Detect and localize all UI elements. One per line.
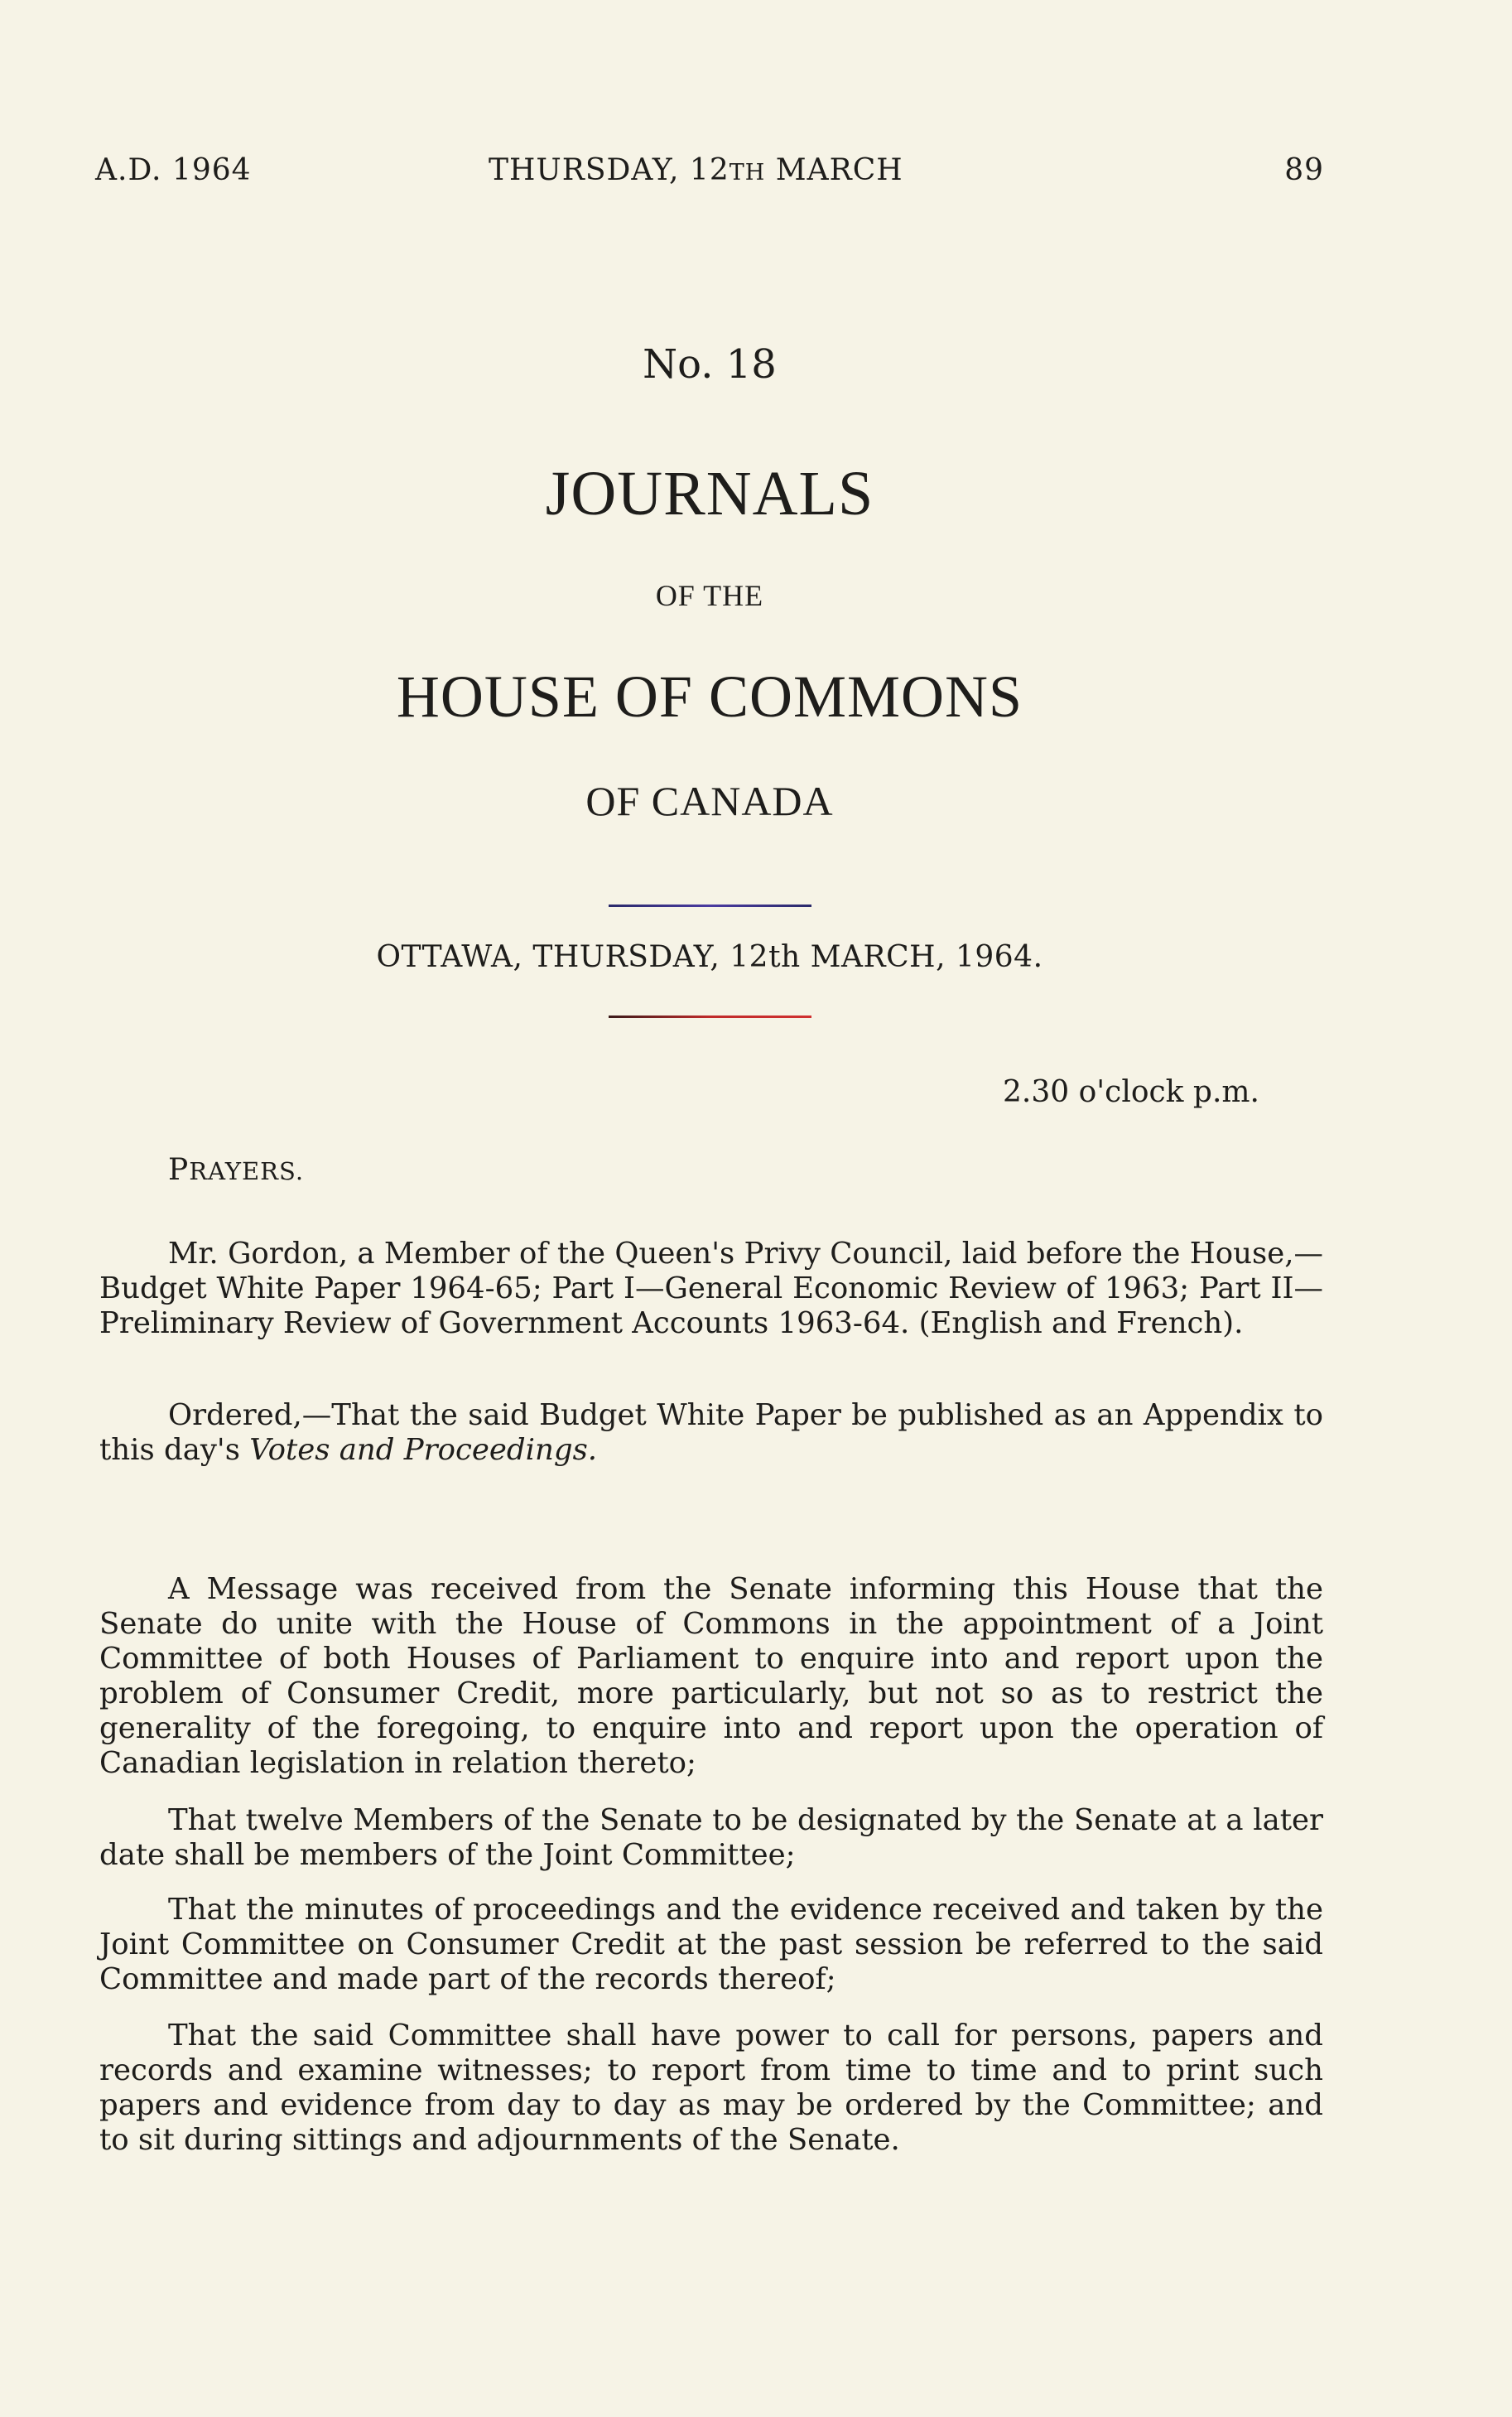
paragraph-ordered-text: Ordered,—That the said Budget White Paper be published as an Appendix to this day's (99, 1398, 1323, 1467)
house-of-commons-title: HOUSE OF COMMONS (396, 663, 1023, 730)
paragraph-budget-paper: Mr. Gordon, a Member of the Queen's Privy Council, laid before the House,—Budget White Paper 1964-65; Part I—General Economic Review of 1963; Part II—Preliminary Review of Government Accounts 1963-64. (English and French). (99, 1237, 1323, 1340)
paragraph-senate-message: A Message was received from the Senate informing this House that the Senate do unite with the House of Commons in the appointment of a Joint Committee of both Houses of Parliament to enquire into and report upon the problem of Consumer Credit, more particularly, but not so as to restrict the generality of the foregoing, to enquire into and report upon the operation of Canadian legislation in relation thereto; (99, 1572, 1323, 1780)
paragraph-minutes-referred: That the minutes of proceedings and the evidence received and taken by the Joint Committee on Consumer Credit at the past session be referred to the said Committee and made part of the records thereof; (99, 1893, 1323, 1996)
running-head-date-month: MARCH (775, 153, 903, 187)
prayers-heading (168, 1153, 304, 1187)
prayers-initial: P (168, 1153, 190, 1187)
running-head-date-prefix: THURSDAY, 12 (489, 153, 730, 187)
paragraph-senate-members: That twelve Members of the Senate to be designated by the Senate at a later date shall be members of the Joint Committee; (99, 1803, 1323, 1872)
dateline: OTTAWA, THURSDAY, 12th MARCH, 1964. (376, 940, 1043, 974)
votes-and-proceedings-italic: Votes and Proceedings. (249, 1433, 598, 1467)
running-head (95, 153, 1324, 195)
prayers-rest: RAYERS. (189, 1157, 305, 1185)
paragraph-ordered (99, 1398, 1323, 1468)
sitting-time: 2.30 o'clock p.m. (1002, 1075, 1259, 1109)
divider-rule-bottom (609, 1016, 811, 1018)
running-head-date-ordinal: TH (729, 160, 766, 186)
running-head-date (489, 153, 903, 187)
issue-number: No. 18 (643, 341, 777, 388)
journals-title: JOURNALS (545, 459, 874, 528)
of-the-line: OF THE (655, 579, 764, 612)
divider-rule-top (609, 905, 811, 907)
of-canada-line: OF CANADA (585, 778, 834, 824)
page-number: 89 (1284, 153, 1324, 187)
paragraph-committee-powers: That the said Committee shall have power to call for persons, papers and records and examine witnesses; to report from time to time and to print such papers and evidence from day to day as may be ordered by the Committee; and to sit during sittings and adjournments of the Senate. (99, 2019, 1323, 2157)
running-head-year: A.D. 1964 (95, 153, 252, 187)
